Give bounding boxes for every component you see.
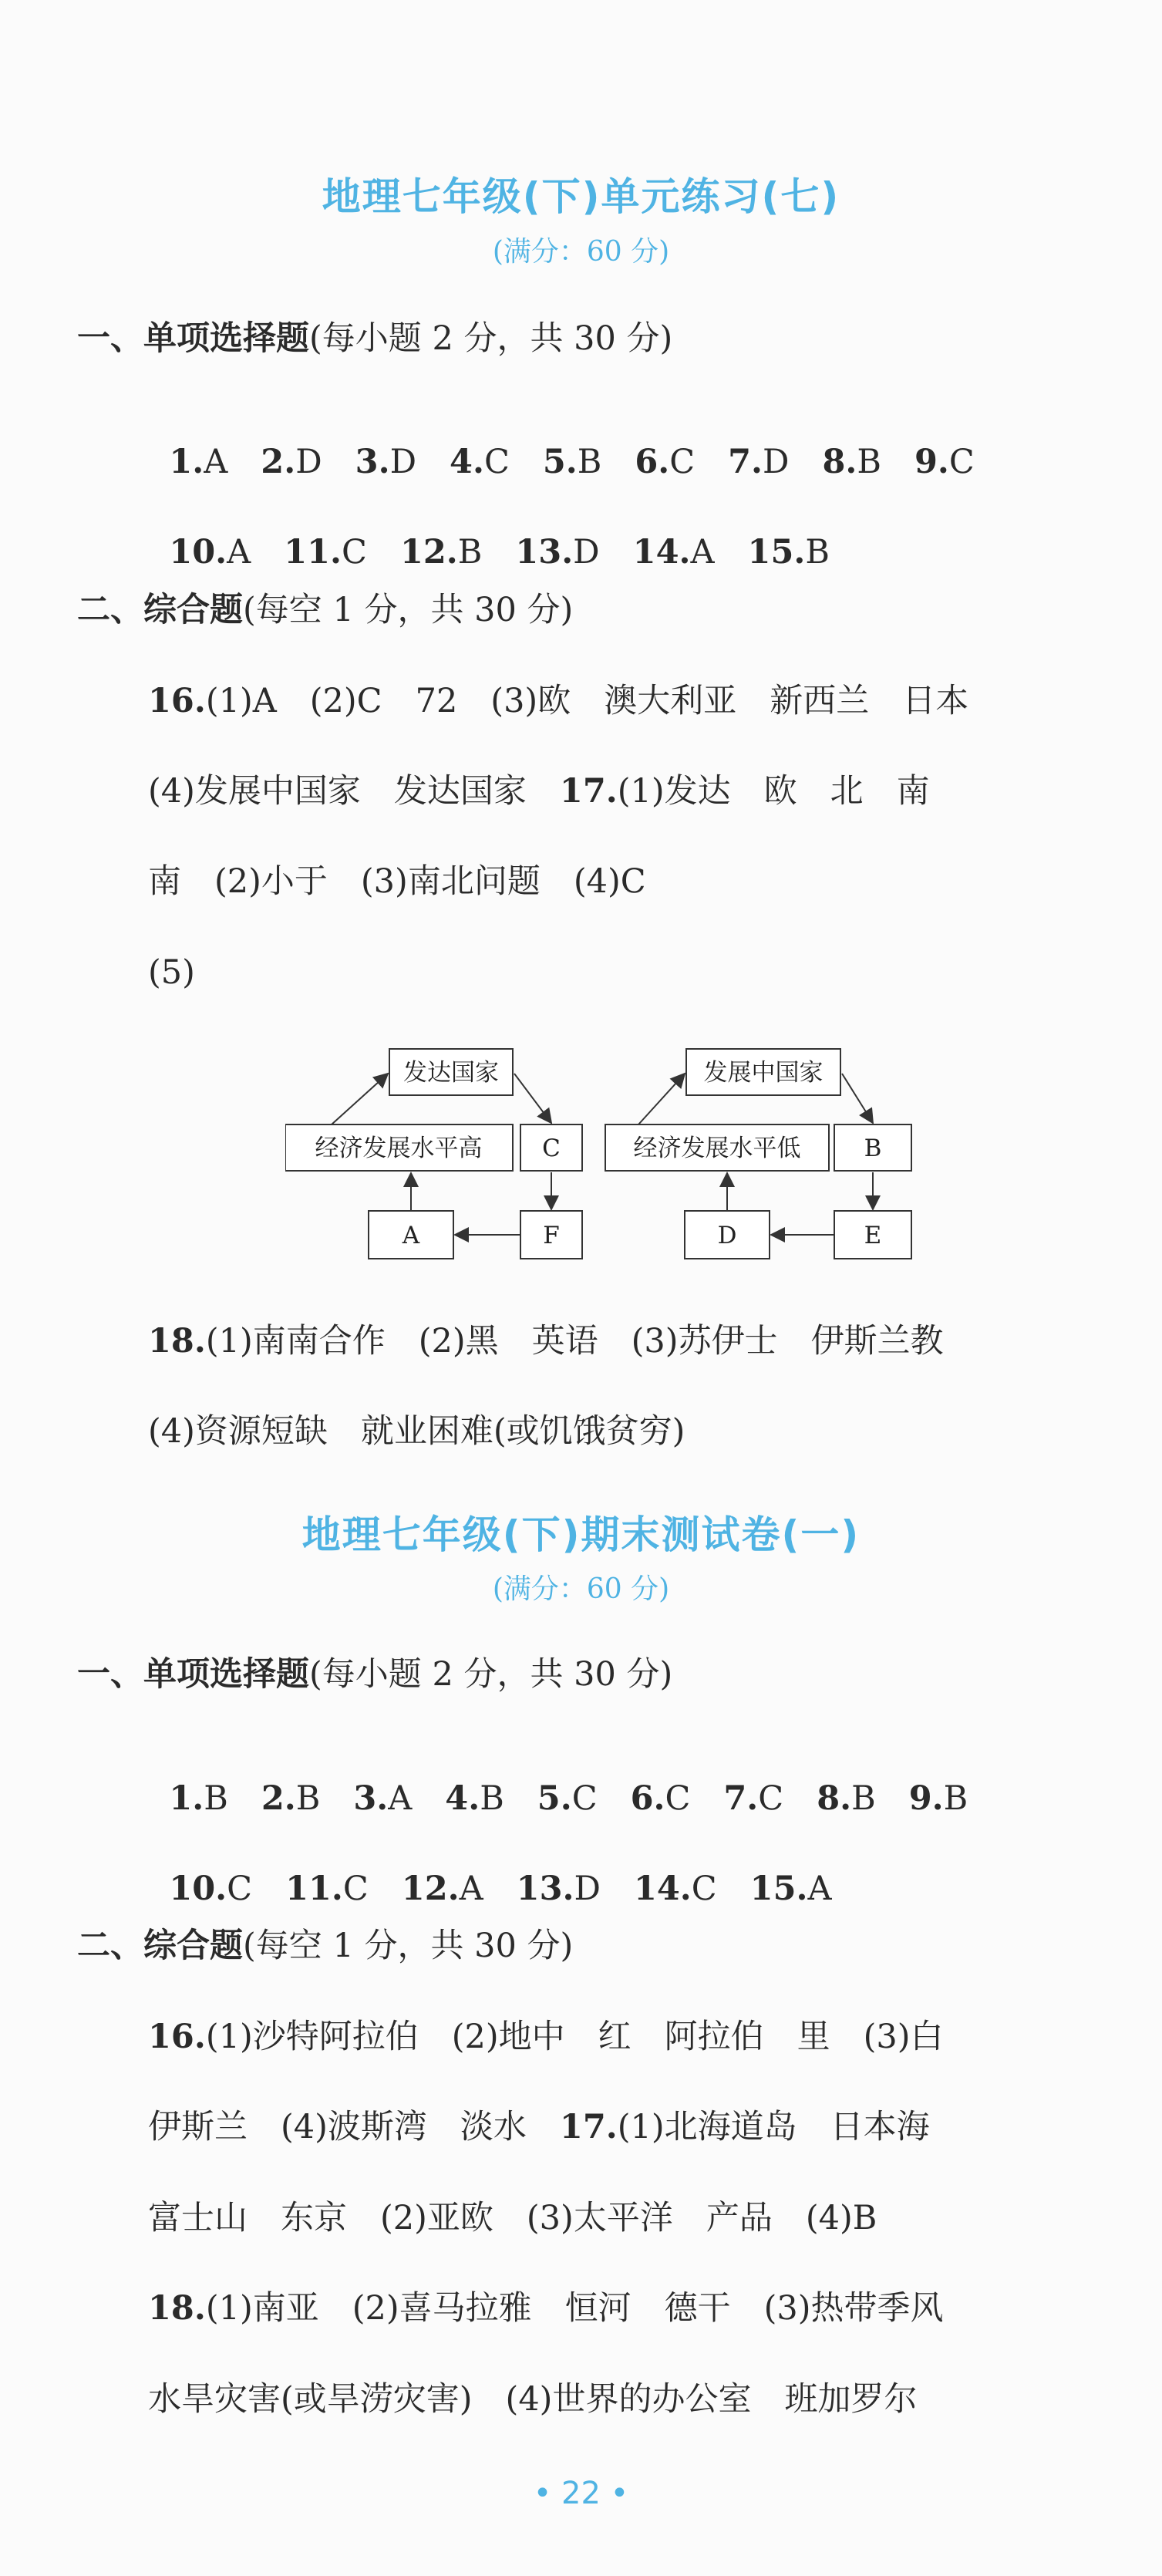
answer: B <box>851 1779 876 1818</box>
answer: D <box>574 1870 601 1908</box>
answer: C <box>483 443 510 481</box>
answer-text: (1)北海道岛 日本海 <box>617 2108 930 2146</box>
answer: D <box>389 443 417 481</box>
question-number: 17. <box>559 772 618 811</box>
answer: B <box>857 443 882 481</box>
question-number: 13. <box>515 533 574 572</box>
answer: A <box>807 1870 832 1908</box>
question-number: 9. <box>914 443 949 481</box>
question-number: 2. <box>261 1779 296 1818</box>
question-number: 1. <box>169 443 204 481</box>
answer-text: (4)资源短缺 就业困难(或饥饿贫穷) <box>148 1412 685 1451</box>
answer-q16-line1 <box>148 682 969 720</box>
section-subtitle-final1: (满分：60 分) <box>492 1573 670 1605</box>
question-number: 12. <box>399 533 458 572</box>
answer-q16-17-line2 <box>148 772 930 811</box>
answer-q18-line2 <box>148 1412 685 1451</box>
answer-row-1-9 <box>148 413 975 479</box>
answer-row-10-15 <box>148 503 830 572</box>
label-low-economy: 经济发展水平低 <box>633 1135 801 1162</box>
heading-label: 一、单项选择题 <box>77 319 309 358</box>
question-number: 5. <box>537 1779 572 1818</box>
answer: C <box>691 1870 717 1908</box>
label-d: D <box>717 1222 737 1249</box>
heading-note: (每空 1 分，共 30 分) <box>243 591 574 629</box>
answer-text: (1)沙特阿拉伯 (2)地中 红 阿拉伯 里 (3)白 <box>205 2018 944 2056</box>
question-number: 13. <box>516 1870 574 1908</box>
section-title-unit7: 地理七年级(下)单元练习(七) <box>322 174 840 219</box>
answer: D <box>763 443 790 481</box>
heading-single-choice <box>77 1655 673 1694</box>
heading-single-choice <box>77 319 673 358</box>
question-number: 18. <box>148 2289 206 2328</box>
answer: B <box>805 533 830 572</box>
heading-label: 二、综合题 <box>77 1927 243 1965</box>
answer: B <box>577 443 602 481</box>
flow-diagram <box>285 1033 941 1288</box>
question-number: 1. <box>169 1779 204 1818</box>
answer-q18-line1 <box>148 2289 944 2328</box>
arrow <box>638 1074 685 1124</box>
answer: C <box>227 1870 253 1908</box>
answer: B <box>295 1779 321 1818</box>
answer: D <box>295 443 322 481</box>
answer-q18-line2 <box>148 2380 918 2419</box>
answer: C <box>665 1779 691 1818</box>
answer-text: 南 (2)小于 (3)南北问题 (4)C <box>148 862 646 901</box>
question-number: 9. <box>908 1779 944 1818</box>
question-number: 16. <box>148 682 206 720</box>
answer: C <box>758 1779 784 1818</box>
label-a: A <box>402 1222 420 1249</box>
answer-text: 水旱灾害(或旱涝灾害) (4)世界的办公室 班加罗尔 <box>148 2380 918 2419</box>
page-number: • 22 • <box>533 2476 629 2511</box>
heading-label: 一、单项选择题 <box>77 1655 309 1694</box>
answer-text: 富士山 东京 (2)亚欧 (3)太平洋 产品 (4)B <box>148 2199 877 2237</box>
question-number: 18. <box>148 1322 206 1360</box>
answer-q16-line1 <box>148 2018 944 2056</box>
section-title-final1: 地理七年级(下)期末测试卷(一) <box>301 1512 861 1557</box>
answer: C <box>669 443 696 481</box>
question-number: 15. <box>749 1870 808 1908</box>
answer: A <box>227 533 251 572</box>
question-number: 3. <box>353 1779 389 1818</box>
question-number: 7. <box>723 1779 759 1818</box>
heading-comprehensive <box>77 591 574 629</box>
answer: B <box>204 1779 228 1818</box>
section-subtitle-unit7: (满分：60 分) <box>492 236 670 268</box>
answer-q17-line3 <box>148 2199 877 2237</box>
answer-q18-line1 <box>148 1322 944 1360</box>
answer: B <box>480 1779 504 1818</box>
answer: C <box>948 443 975 481</box>
heading-note: (每小题 2 分，共 30 分) <box>309 1655 673 1694</box>
question-number: 12. <box>401 1870 460 1908</box>
label-c: C <box>542 1135 561 1162</box>
question-number: 16. <box>148 2018 206 2056</box>
question-number: 11. <box>284 533 342 572</box>
answer-text: (5) <box>148 953 195 992</box>
answer: B <box>943 1779 968 1818</box>
question-number: 6. <box>635 443 670 481</box>
question-number: 10. <box>169 1870 227 1908</box>
label-high-economy: 经济发展水平高 <box>315 1135 483 1162</box>
answer: C <box>571 1779 598 1818</box>
answer-text: (1)南南合作 (2)黑 英语 (3)苏伊士 伊斯兰教 <box>205 1322 944 1360</box>
heading-note: (每小题 2 分，共 30 分) <box>309 319 673 358</box>
question-number: 7. <box>728 443 763 481</box>
label-developed-countries: 发达国家 <box>403 1059 499 1087</box>
heading-note: (每空 1 分，共 30 分) <box>243 1927 574 1965</box>
label-developing-countries: 发展中国家 <box>703 1059 824 1087</box>
question-number: 8. <box>822 443 857 481</box>
question-number: 14. <box>633 1870 692 1908</box>
answer: B <box>457 533 483 572</box>
answer: A <box>388 1779 413 1818</box>
answer-q17-line4 <box>148 953 195 992</box>
question-number: 17. <box>559 2108 618 2146</box>
label-b: B <box>864 1135 882 1162</box>
answer: C <box>342 1870 369 1908</box>
question-number: 11. <box>285 1870 343 1908</box>
heading-comprehensive <box>77 1927 574 1965</box>
answer-q17-line3 <box>148 862 646 901</box>
answer-text: (4)发展中国家 发达国家 <box>148 772 527 811</box>
question-number: 8. <box>817 1779 852 1818</box>
answer: A <box>459 1870 483 1908</box>
answer-text: (1)发达 欧 北 南 <box>617 772 930 811</box>
answer: A <box>204 443 228 481</box>
answer: C <box>342 533 367 572</box>
answer-text: 伊斯兰 (4)波斯湾 淡水 <box>148 2108 527 2146</box>
answer-q16-17-line2 <box>148 2108 930 2146</box>
question-number: 14. <box>632 533 691 572</box>
heading-label: 二、综合题 <box>77 591 243 629</box>
answer-row-1-9 <box>148 1749 968 1816</box>
label-f: F <box>543 1222 560 1249</box>
question-number: 6. <box>630 1779 665 1818</box>
answer-text: (1)A (2)C 72 (3)欧 澳大利亚 新西兰 日本 <box>205 682 969 720</box>
question-number: 4. <box>450 443 484 481</box>
arrow <box>842 1074 873 1123</box>
answer: A <box>690 533 715 572</box>
question-number: 2. <box>261 443 296 481</box>
question-number: 10. <box>169 533 227 572</box>
question-number: 5. <box>542 443 578 481</box>
answer-text: (1)南亚 (2)喜马拉雅 恒河 德干 (3)热带季风 <box>205 2289 944 2328</box>
question-number: 3. <box>355 443 390 481</box>
question-number: 4. <box>445 1779 480 1818</box>
label-e: E <box>864 1222 882 1249</box>
answer-row-10-15 <box>148 1839 832 1906</box>
arrow <box>332 1074 388 1124</box>
question-number: 15. <box>747 533 806 572</box>
answer: D <box>573 533 600 572</box>
arrow <box>514 1074 551 1123</box>
